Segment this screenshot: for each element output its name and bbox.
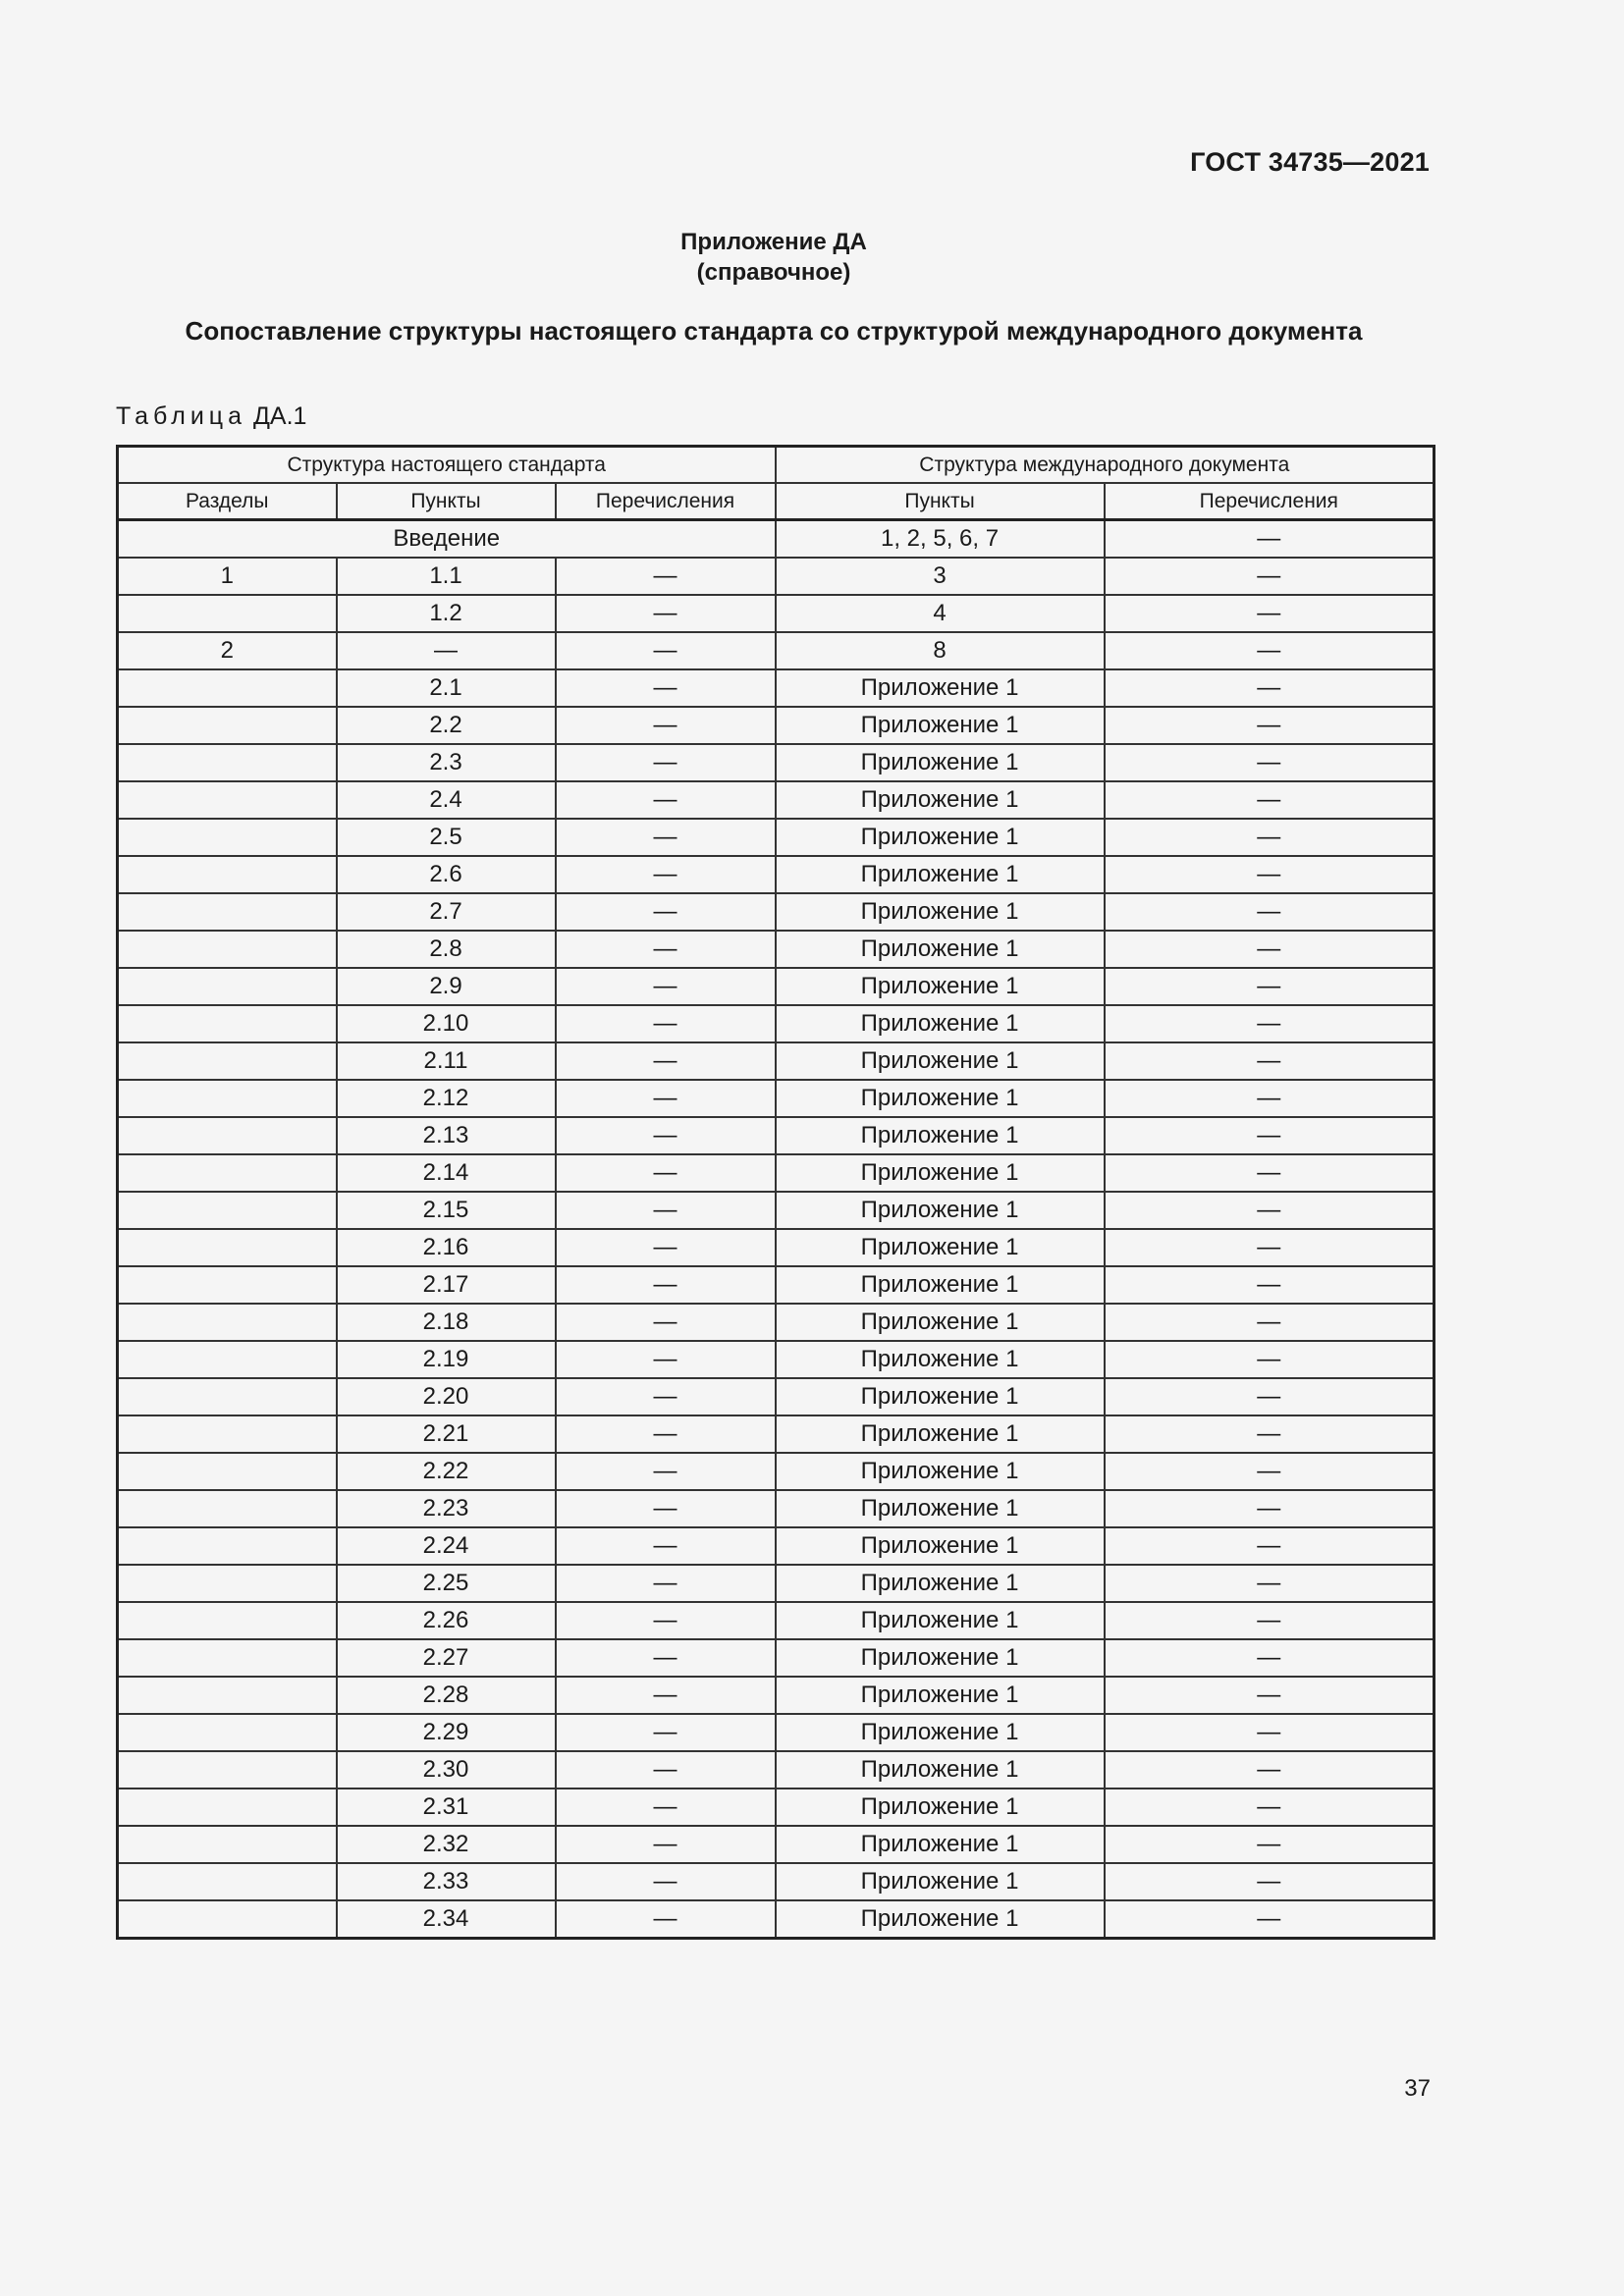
intl-enumeration-cell: — xyxy=(1105,1677,1435,1714)
point-cell: 2.11 xyxy=(337,1042,556,1080)
intl-enumeration-cell: — xyxy=(1105,1229,1435,1266)
table-group-header-row xyxy=(118,447,1435,484)
column-header-intl-points: Пункты xyxy=(776,483,1105,520)
point-cell: 2.27 xyxy=(337,1639,556,1677)
table-row xyxy=(118,669,1435,707)
intl-point-cell: Приложение 1 xyxy=(776,856,1105,893)
section-cell xyxy=(118,707,337,744)
enumeration-cell: — xyxy=(556,1378,776,1415)
point-cell: 2.7 xyxy=(337,893,556,931)
section-cell xyxy=(118,931,337,968)
point-cell: 2.22 xyxy=(337,1453,556,1490)
intl-enumeration-cell: — xyxy=(1105,1490,1435,1527)
enumeration-cell: — xyxy=(556,856,776,893)
section-cell xyxy=(118,1005,337,1042)
enumeration-cell: — xyxy=(556,1490,776,1527)
section-cell xyxy=(118,1490,337,1527)
intl-point-cell: Приложение 1 xyxy=(776,1453,1105,1490)
enumeration-cell: — xyxy=(556,968,776,1005)
section-cell xyxy=(118,1602,337,1639)
intl-point-cell: Приложение 1 xyxy=(776,931,1105,968)
section-cell xyxy=(118,819,337,856)
intl-point-cell: Приложение 1 xyxy=(776,893,1105,931)
table-row xyxy=(118,1714,1435,1751)
enumeration-cell: — xyxy=(556,632,776,669)
intl-point-cell: Приложение 1 xyxy=(776,1042,1105,1080)
section-heading: Сопоставление структуры настоящего стандарта со структурой международного документа xyxy=(185,316,1363,346)
table-row xyxy=(118,856,1435,893)
group-header-international: Структура международного документа xyxy=(776,447,1435,484)
point-cell: 2.34 xyxy=(337,1900,556,1939)
intl-point-cell: Приложение 1 xyxy=(776,707,1105,744)
point-cell: 2.26 xyxy=(337,1602,556,1639)
point-cell: 2.13 xyxy=(337,1117,556,1154)
enumeration-cell: — xyxy=(556,707,776,744)
enumeration-cell: — xyxy=(556,558,776,595)
intl-point-cell: Приложение 1 xyxy=(776,1527,1105,1565)
column-header-sections: Разделы xyxy=(118,483,337,520)
intl-enumeration-cell: — xyxy=(1105,968,1435,1005)
table-row xyxy=(118,744,1435,781)
enumeration-cell: — xyxy=(556,1415,776,1453)
enumeration-cell: — xyxy=(556,1266,776,1304)
section-cell xyxy=(118,1378,337,1415)
table-row xyxy=(118,1789,1435,1826)
enumeration-cell: — xyxy=(556,595,776,632)
table-row xyxy=(118,1826,1435,1863)
intl-point-cell: Приложение 1 xyxy=(776,1192,1105,1229)
table-row xyxy=(118,558,1435,595)
intl-enumeration-cell: — xyxy=(1105,1042,1435,1080)
point-cell: 1.1 xyxy=(337,558,556,595)
table-row xyxy=(118,1154,1435,1192)
table-column-header-row xyxy=(118,483,1435,520)
section-cell xyxy=(118,1341,337,1378)
section-cell xyxy=(118,968,337,1005)
intl-point-cell: Приложение 1 xyxy=(776,1565,1105,1602)
table-row xyxy=(118,1042,1435,1080)
enumeration-cell: — xyxy=(556,1900,776,1939)
intl-point-cell: Приложение 1 xyxy=(776,1266,1105,1304)
table-row xyxy=(118,1117,1435,1154)
intl-point-cell: Приложение 1 xyxy=(776,1751,1105,1789)
section-cell xyxy=(118,1751,337,1789)
intl-enumeration-cell: — xyxy=(1105,1453,1435,1490)
enumeration-cell: — xyxy=(556,1677,776,1714)
intl-point-cell: Приложение 1 xyxy=(776,1677,1105,1714)
table-row xyxy=(118,1639,1435,1677)
enumeration-cell: — xyxy=(556,931,776,968)
section-cell xyxy=(118,1042,337,1080)
section-cell xyxy=(118,1527,337,1565)
point-cell: 2.24 xyxy=(337,1527,556,1565)
enumeration-cell: — xyxy=(556,1751,776,1789)
intl-point-cell: Приложение 1 xyxy=(776,669,1105,707)
annex-title-block xyxy=(0,227,1547,288)
section-cell: 2 xyxy=(118,632,337,669)
table-row xyxy=(118,1229,1435,1266)
point-cell: 2.3 xyxy=(337,744,556,781)
enumeration-cell: — xyxy=(556,1117,776,1154)
column-header-intl-enumerations: Перечисления xyxy=(1105,483,1435,520)
intl-point-cell: Приложение 1 xyxy=(776,1415,1105,1453)
intl-enumeration-cell: — xyxy=(1105,1639,1435,1677)
point-cell: 2.8 xyxy=(337,931,556,968)
table-row xyxy=(118,1304,1435,1341)
comparison-table xyxy=(116,445,1435,1940)
enumeration-cell: — xyxy=(556,893,776,931)
intl-enumeration-cell: — xyxy=(1105,1378,1435,1415)
point-cell: 2.4 xyxy=(337,781,556,819)
table-row xyxy=(118,819,1435,856)
intl-enumeration-cell: — xyxy=(1105,1117,1435,1154)
enumeration-cell: — xyxy=(556,1304,776,1341)
intl-point-cell: 3 xyxy=(776,558,1105,595)
point-cell: 2.33 xyxy=(337,1863,556,1900)
point-cell: 2.6 xyxy=(337,856,556,893)
intl-point-cell: Приложение 1 xyxy=(776,1863,1105,1900)
section-cell xyxy=(118,1304,337,1341)
table-row xyxy=(118,1415,1435,1453)
intl-enumeration-cell: — xyxy=(1105,1714,1435,1751)
enumeration-cell: — xyxy=(556,819,776,856)
point-cell: 2.5 xyxy=(337,819,556,856)
enumeration-cell: — xyxy=(556,1080,776,1117)
table-row xyxy=(118,595,1435,632)
intl-enumeration-cell: — xyxy=(1105,1266,1435,1304)
table-row xyxy=(118,1378,1435,1415)
intl-enumeration-cell: — xyxy=(1105,632,1435,669)
intl-enumeration-cell: — xyxy=(1105,744,1435,781)
intl-point-cell: Приложение 1 xyxy=(776,1900,1105,1939)
point-cell: 1.2 xyxy=(337,595,556,632)
section-cell xyxy=(118,1639,337,1677)
intl-enumeration-cell: — xyxy=(1105,595,1435,632)
section-cell xyxy=(118,1192,337,1229)
intl-enumeration-cell: — xyxy=(1105,819,1435,856)
enumeration-cell: — xyxy=(556,1005,776,1042)
table-body xyxy=(118,520,1435,1939)
section-cell xyxy=(118,781,337,819)
table-caption-word: Таблица xyxy=(116,402,247,430)
point-cell: 2.25 xyxy=(337,1565,556,1602)
column-header-points: Пункты xyxy=(337,483,556,520)
intl-enumeration-cell: — xyxy=(1105,781,1435,819)
point-cell: 2.18 xyxy=(337,1304,556,1341)
point-cell: 2.14 xyxy=(337,1154,556,1192)
intl-point-cell: Приложение 1 xyxy=(776,1154,1105,1192)
enumeration-cell: — xyxy=(556,1527,776,1565)
point-cell: 2.15 xyxy=(337,1192,556,1229)
intl-enumeration-cell: — xyxy=(1105,1751,1435,1789)
section-cell xyxy=(118,1789,337,1826)
table-row xyxy=(118,1490,1435,1527)
intl-enumeration-cell: — xyxy=(1105,893,1435,931)
intl-point-cell: 4 xyxy=(776,595,1105,632)
point-cell: 2.1 xyxy=(337,669,556,707)
intl-enumeration-cell: — xyxy=(1105,1415,1435,1453)
enumeration-cell: — xyxy=(556,1042,776,1080)
enumeration-cell: — xyxy=(556,1789,776,1826)
table-row xyxy=(118,1900,1435,1939)
intl-enumeration-cell: — xyxy=(1105,1863,1435,1900)
point-cell: 2.12 xyxy=(337,1080,556,1117)
section-cell xyxy=(118,744,337,781)
point-cell: 2.30 xyxy=(337,1751,556,1789)
intl-enumeration-cell: — xyxy=(1105,1826,1435,1863)
table-caption-number: ДА.1 xyxy=(252,402,307,430)
section-cell xyxy=(118,893,337,931)
point-cell: 2.9 xyxy=(337,968,556,1005)
table-row xyxy=(118,1005,1435,1042)
enumeration-cell: — xyxy=(556,1639,776,1677)
table-row xyxy=(118,632,1435,669)
intl-point-cell: Приложение 1 xyxy=(776,1602,1105,1639)
point-cell: — xyxy=(337,632,556,669)
point-cell: 2.20 xyxy=(337,1378,556,1415)
intl-point-cell: Приложение 1 xyxy=(776,1490,1105,1527)
section-cell xyxy=(118,1117,337,1154)
enumeration-cell: — xyxy=(556,1154,776,1192)
annex-title: Приложение ДА xyxy=(680,229,867,255)
intl-point-cell: Приложение 1 xyxy=(776,1639,1105,1677)
enumeration-cell: — xyxy=(556,1602,776,1639)
intl-point-cell: Приложение 1 xyxy=(776,1304,1105,1341)
section-cell xyxy=(118,856,337,893)
intl-enumeration-cell: — xyxy=(1105,1192,1435,1229)
section-cell xyxy=(118,1863,337,1900)
section-cell xyxy=(118,595,337,632)
point-cell: 2.28 xyxy=(337,1677,556,1714)
enumeration-cell: — xyxy=(556,744,776,781)
table-row xyxy=(118,781,1435,819)
enumeration-cell: — xyxy=(556,1714,776,1751)
intl-enumeration-cell: — xyxy=(1105,669,1435,707)
point-cell: 2.17 xyxy=(337,1266,556,1304)
intl-enumeration-cell: — xyxy=(1105,1602,1435,1639)
point-cell: 2.31 xyxy=(337,1789,556,1826)
enumeration-cell: — xyxy=(556,1565,776,1602)
intl-point-cell: Приложение 1 xyxy=(776,1117,1105,1154)
intl-point-cell: Приложение 1 xyxy=(776,819,1105,856)
section-cell: 1 xyxy=(118,558,337,595)
table-row-intro xyxy=(118,520,1435,559)
table-row xyxy=(118,1677,1435,1714)
annex-subtitle: (справочное) xyxy=(696,259,851,286)
intl-point-cell: Приложение 1 xyxy=(776,1826,1105,1863)
table-row xyxy=(118,1080,1435,1117)
section-cell xyxy=(118,1453,337,1490)
intl-enumeration-cell: — xyxy=(1105,1080,1435,1117)
enumeration-cell: — xyxy=(556,1863,776,1900)
intl-enumeration-cell: — xyxy=(1105,1789,1435,1826)
intl-enumeration-cell: — xyxy=(1105,1341,1435,1378)
column-header-enumerations: Перечисления xyxy=(556,483,776,520)
enumeration-cell: — xyxy=(556,669,776,707)
enumeration-cell: — xyxy=(556,1453,776,1490)
document-code: ГОСТ 34735—2021 xyxy=(1190,147,1430,177)
intro-intl-points-cell: 1, 2, 5, 6, 7 xyxy=(776,520,1105,559)
table-row xyxy=(118,1751,1435,1789)
intl-enumeration-cell: — xyxy=(1105,1900,1435,1939)
point-cell: 2.32 xyxy=(337,1826,556,1863)
section-cell xyxy=(118,1415,337,1453)
intl-point-cell: 8 xyxy=(776,632,1105,669)
intl-point-cell: Приложение 1 xyxy=(776,1789,1105,1826)
section-cell xyxy=(118,1154,337,1192)
group-header-national: Структура настоящего стандарта xyxy=(118,447,776,484)
intl-enumeration-cell: — xyxy=(1105,558,1435,595)
intl-point-cell: Приложение 1 xyxy=(776,1378,1105,1415)
intl-point-cell: Приложение 1 xyxy=(776,1005,1105,1042)
table-row xyxy=(118,1266,1435,1304)
intl-enumeration-cell: — xyxy=(1105,1005,1435,1042)
table-row xyxy=(118,707,1435,744)
table-row xyxy=(118,1565,1435,1602)
table-row xyxy=(118,1527,1435,1565)
intl-enumeration-cell: — xyxy=(1105,1565,1435,1602)
intl-point-cell: Приложение 1 xyxy=(776,1229,1105,1266)
intl-point-cell: Приложение 1 xyxy=(776,1080,1105,1117)
section-cell xyxy=(118,1229,337,1266)
section-cell xyxy=(118,1080,337,1117)
table-row xyxy=(118,1453,1435,1490)
intl-point-cell: Приложение 1 xyxy=(776,1714,1105,1751)
point-cell: 2.21 xyxy=(337,1415,556,1453)
point-cell: 2.19 xyxy=(337,1341,556,1378)
enumeration-cell: — xyxy=(556,1826,776,1863)
point-cell: 2.29 xyxy=(337,1714,556,1751)
intro-cell: Введение xyxy=(118,520,776,559)
enumeration-cell: — xyxy=(556,1229,776,1266)
table-row xyxy=(118,1341,1435,1378)
table-caption xyxy=(116,402,306,431)
point-cell: 2.16 xyxy=(337,1229,556,1266)
intl-point-cell: Приложение 1 xyxy=(776,968,1105,1005)
intl-enumeration-cell: — xyxy=(1105,1527,1435,1565)
section-cell xyxy=(118,1714,337,1751)
enumeration-cell: — xyxy=(556,1192,776,1229)
intl-point-cell: Приложение 1 xyxy=(776,781,1105,819)
table-row xyxy=(118,1602,1435,1639)
table-row xyxy=(118,931,1435,968)
section-cell xyxy=(118,1677,337,1714)
table-row xyxy=(118,1863,1435,1900)
intl-enumeration-cell: — xyxy=(1105,931,1435,968)
page-number: 37 xyxy=(1404,2075,1431,2102)
table-row xyxy=(118,968,1435,1005)
intl-enumeration-cell: — xyxy=(1105,856,1435,893)
section-cell xyxy=(118,1266,337,1304)
section-cell xyxy=(118,1900,337,1939)
point-cell: 2.2 xyxy=(337,707,556,744)
intl-enumeration-cell: — xyxy=(1105,707,1435,744)
intl-enumeration-cell: — xyxy=(1105,1154,1435,1192)
section-cell xyxy=(118,669,337,707)
section-cell xyxy=(118,1565,337,1602)
intl-enumeration-cell: — xyxy=(1105,1304,1435,1341)
intl-point-cell: Приложение 1 xyxy=(776,1341,1105,1378)
point-cell: 2.23 xyxy=(337,1490,556,1527)
section-cell xyxy=(118,1826,337,1863)
intl-point-cell: Приложение 1 xyxy=(776,744,1105,781)
table-row xyxy=(118,1192,1435,1229)
enumeration-cell: — xyxy=(556,781,776,819)
point-cell: 2.10 xyxy=(337,1005,556,1042)
table-row xyxy=(118,893,1435,931)
intro-intl-enum-cell: — xyxy=(1105,520,1435,559)
enumeration-cell: — xyxy=(556,1341,776,1378)
